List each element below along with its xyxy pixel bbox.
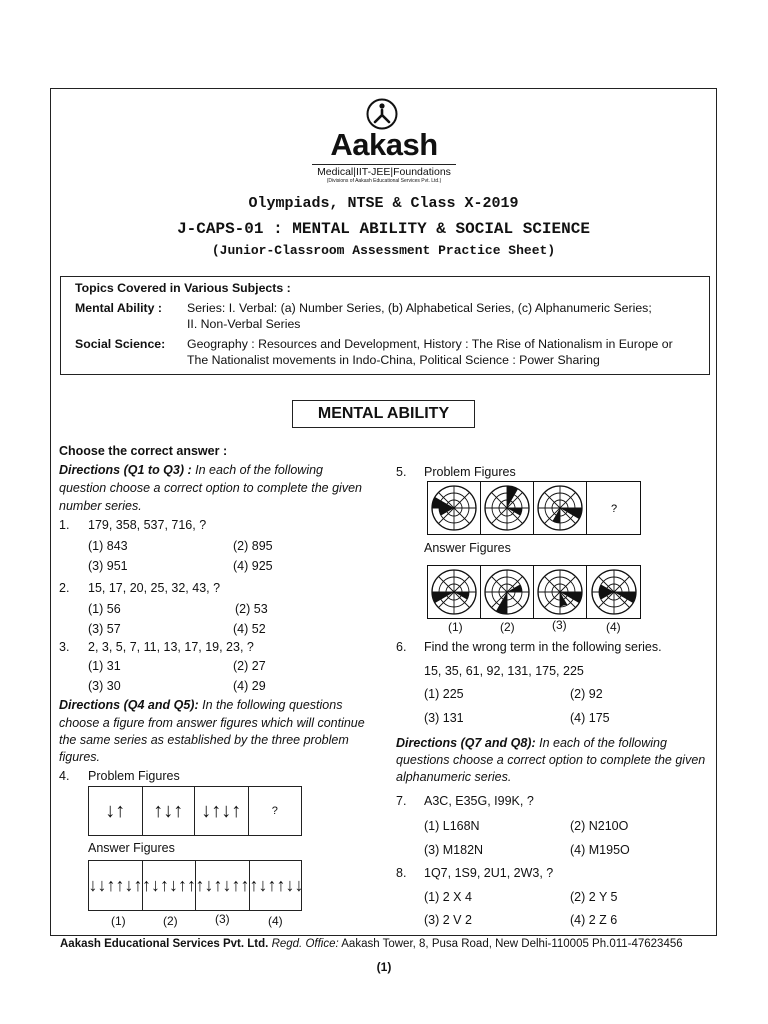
figure: ↓↑↓↑	[195, 787, 249, 835]
footer-address: Aakash Tower, 8, Pusa Road, New Delhi-110005 Ph.011-47623456	[341, 938, 683, 950]
problem-figures-label: Problem Figures	[424, 465, 516, 479]
option: (4) M195O	[570, 843, 630, 857]
figure: ↑↓↑↓↑↑	[196, 861, 250, 910]
question-text: 2, 3, 5, 7, 11, 13, 17, 19, 23, ?	[88, 640, 254, 654]
header-line-2: J-CAPS-01 : MENTAL ABILITY & SOCIAL SCIENCE	[177, 220, 590, 238]
section-heading: MENTAL ABILITY	[292, 400, 475, 428]
option: (3) 30	[88, 679, 121, 693]
option: (4) 52	[233, 622, 266, 636]
option-label: (1)	[448, 620, 463, 634]
topics-social-line2: The Nationalist movements in Indo-China, Political Science : Power Sharing	[187, 353, 600, 367]
topics-mental-label: Mental Ability :	[75, 301, 162, 315]
q4-answer-figures	[88, 860, 302, 911]
question-number: 3.	[59, 640, 70, 654]
topics-box	[60, 276, 710, 375]
option: (1) 843	[88, 539, 128, 553]
answer-figures-label: Answer Figures	[424, 541, 511, 555]
option: (2) 92	[570, 687, 603, 701]
figure: ↑↓↑↑↓↓	[249, 875, 304, 895]
figure: ↓↑	[89, 787, 143, 835]
option: (1) 2 X 4	[424, 890, 472, 904]
directions-label: Directions (Q1 to Q3) :	[59, 463, 192, 477]
option: (3) 2 V 2	[424, 913, 472, 927]
option-label: (3)	[552, 618, 567, 632]
instructions: Choose the correct answer :	[59, 444, 228, 458]
option: (2) 2 Y 5	[570, 890, 618, 904]
option: (3) 951	[88, 559, 128, 573]
option: (3) M182N	[424, 843, 484, 857]
directions-text: In the following questions	[202, 698, 343, 712]
directions-text: question choose a correct option to complete the given	[59, 481, 362, 495]
wheel-figure-3	[538, 486, 582, 530]
question-number: 8.	[396, 866, 407, 880]
directions-text: the same series as established by the three problem	[59, 733, 349, 747]
directions-text: In each of the following	[195, 463, 324, 477]
option: (2) N210O	[570, 819, 629, 833]
footer-company: Aakash Educational Services Pvt. Ltd.	[60, 938, 269, 950]
figure: ↑↓↑	[143, 787, 196, 835]
wheel-answer-4	[592, 570, 636, 614]
option: (4) 175	[570, 711, 610, 725]
aakash-logo-icon	[366, 98, 398, 130]
question-number: 6.	[396, 640, 407, 654]
problem-figures-label: Problem Figures	[88, 769, 180, 783]
header-line-1: Olympiads, NTSE & Class X-2019	[248, 195, 519, 212]
option: (1) L168N	[424, 819, 480, 833]
option-label: (4)	[268, 914, 283, 928]
option: (4) 925	[233, 559, 273, 573]
wheel-figure-2	[485, 486, 529, 530]
directions-label: Directions (Q7 and Q8):	[396, 736, 536, 750]
option: (2) 53	[235, 602, 268, 616]
directions-text: choose a figure from answer figures which will continue	[59, 716, 365, 730]
option: (1) 225	[424, 687, 464, 701]
topics-social-line1: Geography : Resources and Development, History : The Rise of Nationalism in Europe or	[187, 337, 673, 351]
topics-title: Topics Covered in Various Subjects :	[75, 281, 291, 295]
q5-problem-figures	[427, 481, 641, 535]
footer-regd-label: Regd. Office:	[271, 938, 339, 950]
directions-q4-q5	[59, 696, 342, 714]
option: (4) 2 Z 6	[570, 913, 618, 927]
directions-text: questions choose a correct option to complete the given	[396, 753, 706, 767]
option: (1) 56	[88, 602, 121, 616]
q4-problem-figures	[88, 786, 302, 836]
option: (3) 131	[424, 711, 464, 725]
logo-divider	[312, 164, 456, 165]
wheel-answer-3	[538, 570, 582, 614]
option-label: (2)	[163, 914, 178, 928]
question-text: Find the wrong term in the following series.	[424, 640, 662, 654]
answer-figures-label: Answer Figures	[88, 841, 175, 855]
question-number: 1.	[59, 518, 70, 532]
directions-text: alphanumeric series.	[396, 770, 512, 784]
question-number: 2.	[59, 581, 70, 595]
option-label: (4)	[606, 620, 621, 634]
wheel-figure-1	[432, 486, 476, 530]
question-text: 179, 358, 537, 716, ?	[88, 518, 207, 532]
footer	[60, 938, 683, 950]
logo-tagline: Medical|IIT-JEE|Foundations	[317, 166, 451, 178]
question-number: 4.	[59, 769, 70, 783]
question-text: A3C, E35G, I99K, ?	[424, 794, 534, 808]
page-number: (1)	[376, 960, 392, 974]
directions-text: figures.	[59, 750, 100, 764]
option: (3) 57	[88, 622, 121, 636]
logo-wordmark: Aakash	[330, 127, 438, 162]
directions-text: number series.	[59, 499, 142, 513]
wheel-answer-2	[485, 570, 529, 614]
directions-text: In each of the following	[539, 736, 667, 750]
question-text: 15, 17, 20, 25, 32, 43, ?	[88, 581, 221, 595]
question-number: 7.	[396, 794, 407, 808]
option: (4) 29	[233, 679, 266, 693]
option: (2) 27	[233, 659, 266, 673]
directions-q1-q3	[59, 461, 323, 479]
directions-q7-q8	[396, 734, 667, 752]
option-label: (2)	[500, 620, 515, 634]
figure-placeholder: ?	[271, 805, 278, 817]
question-number: 5.	[396, 465, 407, 479]
topics-mental-line2: II. Non-Verbal Series	[187, 317, 301, 331]
series-text: 15, 35, 61, 92, 131, 175, 225	[424, 664, 584, 678]
figure: ↑↓↑↓↑↑	[143, 861, 196, 910]
logo-division: (Divisions of Aakash Educational Services Pvt. Ltd.)	[326, 178, 442, 184]
option-label: (1)	[111, 914, 126, 928]
option-label: (3)	[215, 912, 230, 926]
figure-placeholder: ?	[610, 503, 618, 515]
header-line-3: (Junior-Classroom Assessment Practice Sheet)	[211, 243, 556, 258]
question-text: 1Q7, 1S9, 2U1, 2W3, ?	[424, 866, 554, 880]
directions-label: Directions (Q4 and Q5):	[59, 698, 199, 712]
q5-answer-figures	[427, 565, 641, 619]
figure: ↓↓↑↑↓↑	[89, 861, 143, 910]
option: (1) 31	[88, 659, 121, 673]
topics-social-label: Social Science:	[75, 337, 166, 351]
topics-mental-line1: Series: I. Verbal: (a) Number Series, (b) Alphabetical Series, (c) Alphanumeric Series;	[187, 301, 652, 315]
option: (2) 895	[233, 539, 273, 553]
wheel-answer-1	[432, 570, 476, 614]
